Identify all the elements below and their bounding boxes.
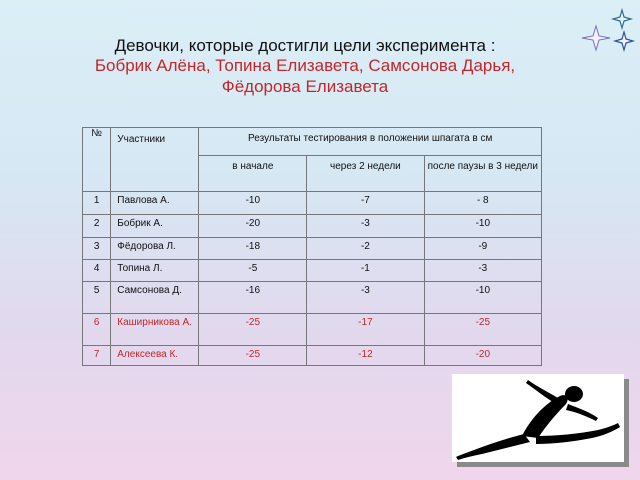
results-table (82, 127, 542, 366)
row-two-weeks: -17 (307, 314, 424, 346)
row-after-pause: -10 (424, 282, 541, 314)
row-num: 3 (83, 238, 111, 260)
header-participants: Участники (111, 128, 199, 192)
row-name: Фёдорова Л. (111, 238, 199, 260)
row-after-pause: - 8 (424, 192, 541, 215)
row-start: -18 (199, 238, 307, 260)
header-after-pause: после паузы в 3 недели (424, 156, 541, 192)
row-two-weeks: -1 (307, 260, 424, 282)
row-start: -16 (199, 282, 307, 314)
row-two-weeks: -2 (307, 238, 424, 260)
header-results: Результаты тестирования в положении шпагата в см (199, 128, 542, 156)
row-after-pause: -9 (424, 238, 541, 260)
header-start: в начале (199, 156, 307, 192)
row-num: 6 (83, 314, 111, 346)
row-start: -10 (199, 192, 307, 215)
row-num: 7 (83, 346, 111, 366)
gymnast-split-silhouette (452, 374, 624, 462)
row-name: Бобрик А. (111, 215, 199, 238)
table-row (83, 260, 542, 282)
table-row (83, 192, 542, 215)
header-num: № (83, 128, 111, 192)
row-after-pause: -10 (424, 215, 541, 238)
row-name: Алексеева К. (111, 346, 199, 366)
slide-subtitle-names: Бобрик Алёна, Топина Елизавета, Самсонова Дарья, (94, 56, 516, 75)
row-name: Топина Л. (111, 260, 199, 282)
row-after-pause: -25 (424, 314, 541, 346)
row-num: 1 (83, 192, 111, 215)
slide-subtitle-names-cont: Фёдорова Елизавета (221, 77, 389, 96)
row-name: Каширникова А. (111, 314, 199, 346)
gymnast-picture (452, 374, 624, 462)
table-row (83, 346, 542, 366)
row-start: -20 (199, 215, 307, 238)
row-after-pause: -20 (424, 346, 541, 366)
table-row (83, 282, 542, 314)
table-row (83, 215, 542, 238)
header-two-weeks: через 2 недели (307, 156, 424, 192)
row-after-pause: -3 (424, 260, 541, 282)
slide-title: Девочки, которые достигли цели эксперимента : (114, 36, 496, 55)
table-row (83, 314, 542, 346)
row-two-weeks: -7 (307, 192, 424, 215)
row-start: -25 (199, 346, 307, 366)
row-num: 5 (83, 282, 111, 314)
table-row (83, 238, 542, 260)
row-num: 4 (83, 260, 111, 282)
row-num: 2 (83, 215, 111, 238)
row-start: -5 (199, 260, 307, 282)
row-two-weeks: -3 (307, 215, 424, 238)
row-name: Самсонова Д. (111, 282, 199, 314)
row-name: Павлова А. (111, 192, 199, 215)
row-start: -25 (199, 314, 307, 346)
row-two-weeks: -3 (307, 282, 424, 314)
row-two-weeks: -12 (307, 346, 424, 366)
